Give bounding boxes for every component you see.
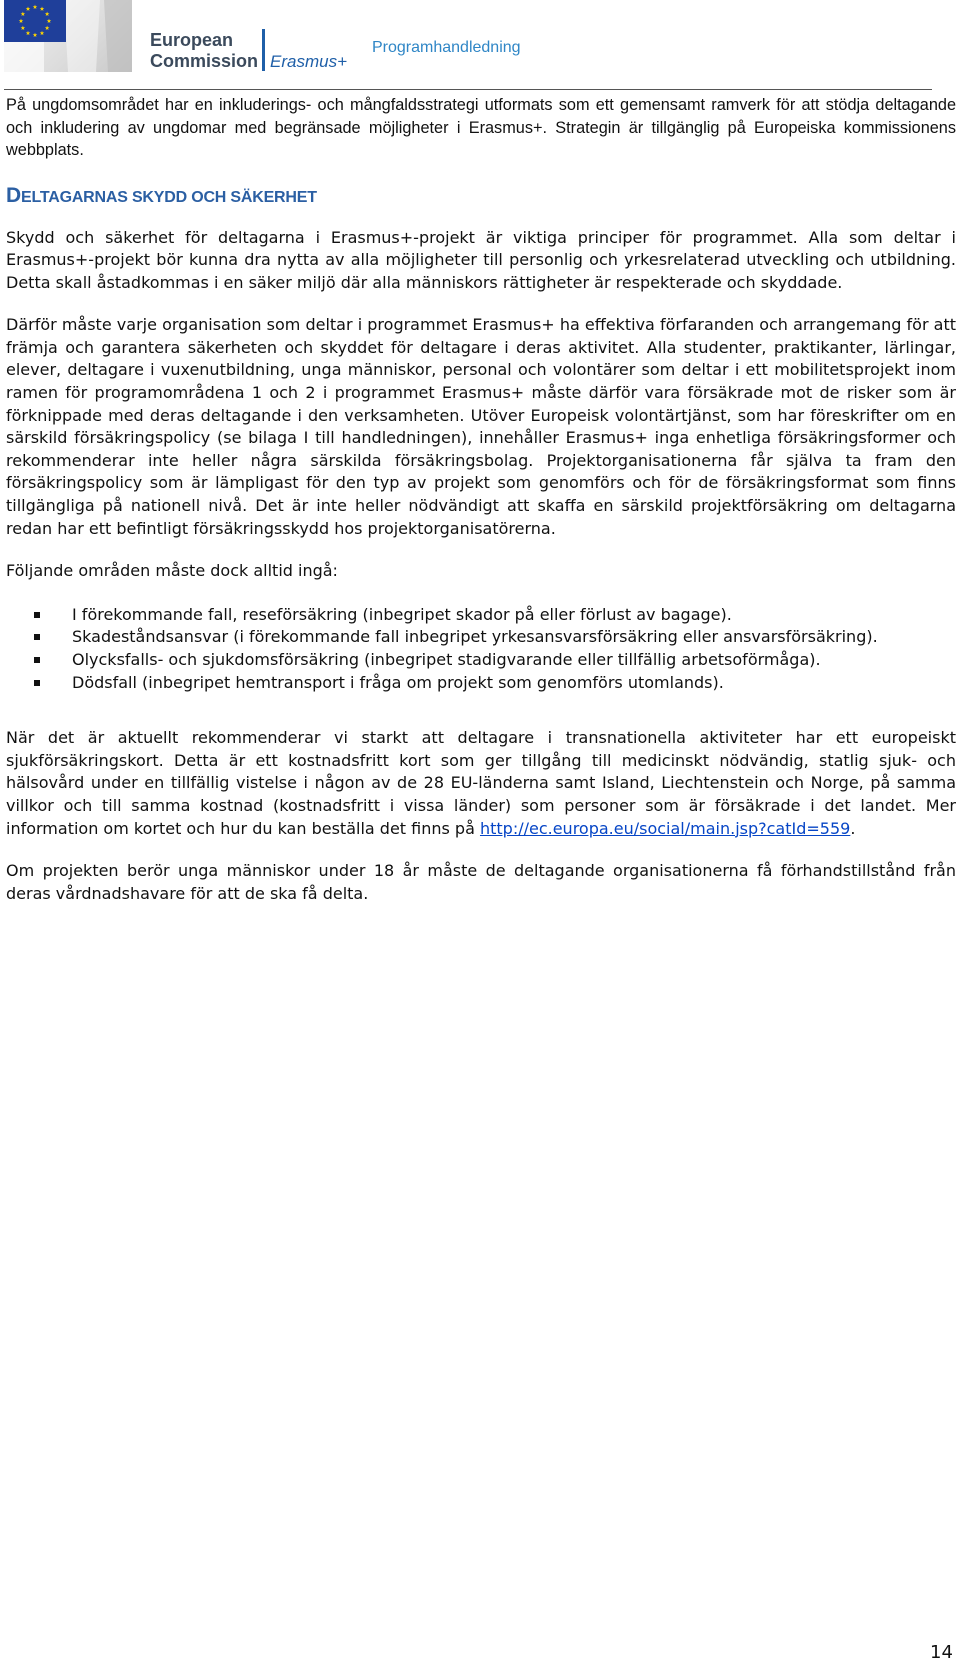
- bullet-icon: [34, 657, 40, 663]
- bullet-icon: [34, 612, 40, 618]
- organization-name: [150, 30, 258, 72]
- health-card-link[interactable]: http://ec.europa.eu/social/main.jsp?catId=559: [479, 818, 851, 838]
- organization-name-line-2: Commission: [150, 51, 259, 71]
- list-item: Dödsfall (inbegripet hemtransport i fråga om projekt som genomförs utomlands).: [6, 672, 956, 695]
- safety-paragraph: Skydd och säkerhet för deltagarna i Erasmus+-projekt är viktiga principer för programmet. Alla som deltar i Erasmus+-projekt bör kunna dra nytta av alla möjligheter till personlig och yrkesrelaterad utveckling och utbildning. Detta skall åstadkommas i en säker miljö där alla människors rättigheter är respekterade och skyddade.: [6, 227, 956, 292]
- health-card-end: .: [850, 818, 856, 838]
- organization-name-line-1: European: [150, 30, 234, 50]
- list-item: Skadeståndsansvar (i förekommande fall inbegripet yrkesansvarsförsäkring eller ansvarsförsäkring).: [6, 626, 956, 649]
- header-rule: [4, 89, 932, 90]
- insurance-list: [6, 604, 956, 694]
- logo-divider: [262, 29, 265, 71]
- program-name: Erasmus+: [270, 52, 347, 71]
- bullet-icon: [34, 634, 40, 640]
- page-content: [6, 94, 956, 905]
- page-header: [0, 0, 960, 92]
- european-commission-logo: [4, 0, 132, 72]
- page-number: 14: [930, 1642, 953, 1663]
- section-heading-rest: ELTAGARNAS SKYDD OCH SÄKERHET: [20, 188, 317, 206]
- section-heading: [6, 185, 956, 209]
- eu-flag-icon: [4, 0, 66, 42]
- list-item: I förekommande fall, reseförsäkring (inbegripet skador på eller förlust av bagage).: [6, 604, 956, 627]
- health-card-paragraph: [6, 727, 956, 840]
- intro-paragraph: På ungdomsområdet har en inkluderings- och mångfaldsstrategi utformats som ett gemensamt ramverk för att stödja deltagande och inkludering av ungdomar med begränsade möjligheter i Erasmus+. Strategin är tillgänglig på Europeiska kommissionens webbplats.: [6, 96, 956, 159]
- health-card-text: När det är aktuellt rekommenderar vi starkt att deltagare i transnationella aktiviteter har ett europeiskt sjukförsäkringskort. Detta är ett kostnadsfritt kort som ger tillgång till medicinskt nödvändig, statlig sjuk- och hälsovård under en tillfällig vistelse i någon av de 28 EU-länderna samt Island, Liechtenstein och Norge, på samma villkor och till samma kostnad (kostnadsfritt i vissa länder) som personer som är försäkrade i det landet. Mer information om kortet och hur du kan beställa det finns på: [6, 728, 956, 838]
- bullet-icon: [34, 680, 40, 686]
- list-item: Olycksfalls- och sjukdomsförsäkring (inbegripet stadigvarande eller tillfällig arbetsoförmåga).: [6, 649, 956, 672]
- document-title: Programhandledning: [372, 39, 521, 56]
- section-heading-initial: D: [6, 183, 21, 207]
- minors-paragraph: Om projekten berör unga människor under 18 år måste de deltagande organisationerna få förhandstillstånd från deras vårdnadshavare för att de ska få delta.: [6, 861, 956, 903]
- list-intro: Följande områden måste dock alltid ingå:: [6, 561, 338, 581]
- insurance-paragraph: Därför måste varje organisation som deltar i programmet Erasmus+ ha effektiva förfaranden och arrangemang för att främja och garantera säkerheten och skyddet för deltagare i deras aktivitet. Alla studenter, praktikanter, lärlingar, elever, deltagare i vuxenutbildning, unga människor, personal och volontärer som deltar i ett mobilitetsprojekt inom ramen för programområdena 1 och 2 i programmet Erasmus+ måste därför vara försäkrade mot de risker som är förknippade med deras deltagande i den verksamheten. Utöver Europeisk volontärtjänst, som har föreskrifter om en särskild försäkringspolicy (se bilaga I till handledningen), innehåller Erasmus+ inga enhetliga försäkringsformer och rekommenderar inte heller några särskilda försäkringsbolag. Projektorganisationerna får själva ta fram den försäkringspolicy som är lämpligast för den typ av projekt som genomförs och för de försäkringsformat som finns tillgängliga på nationell nivå. Det är inte heller nödvändigt att skaffa en särskild projektförsäkring om deltagarna redan har ett befintligt försäkringsskydd hos projektorganisatörerna.: [6, 315, 956, 538]
